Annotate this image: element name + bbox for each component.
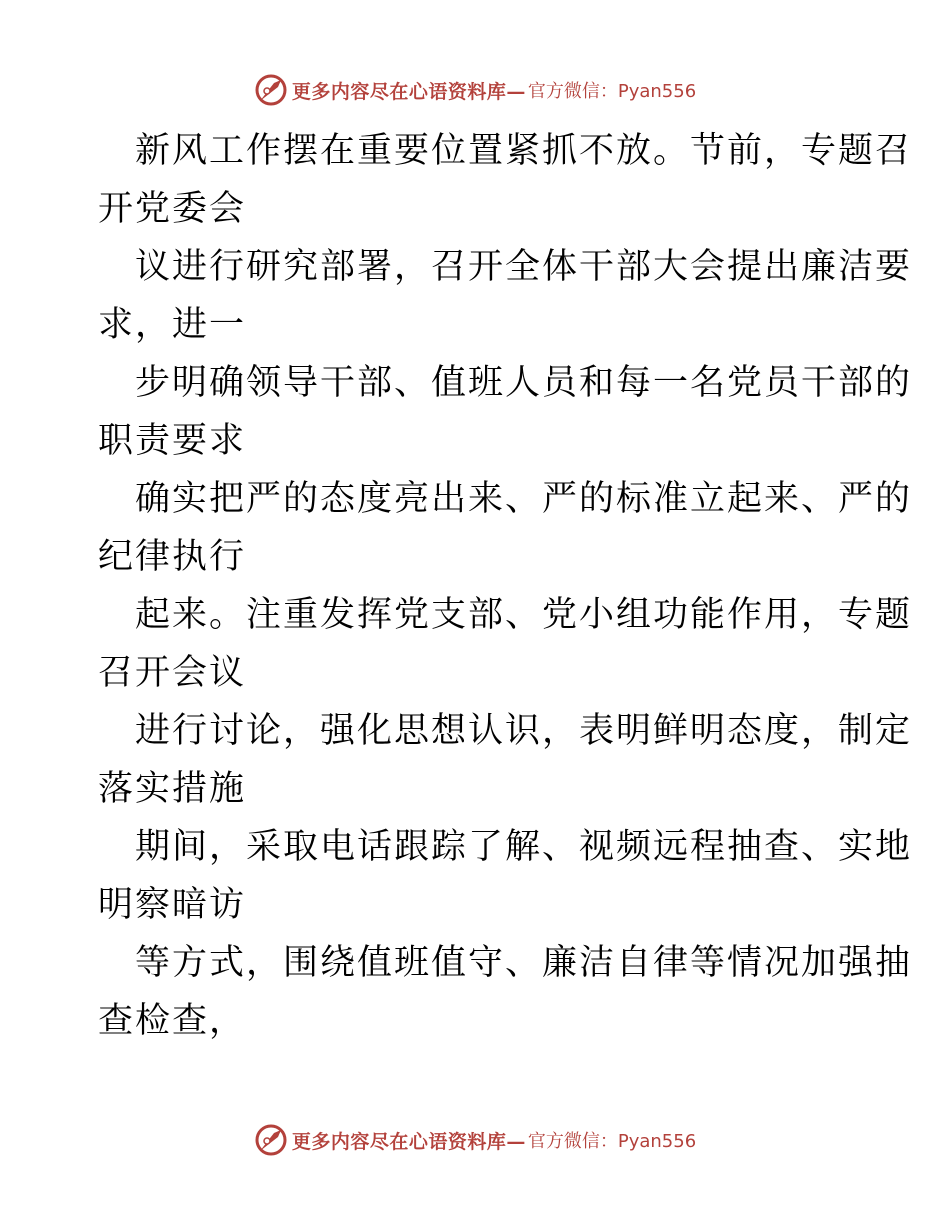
body-line: 等方式，围绕值班值守、廉洁自律等情况加强抽 xyxy=(135,943,913,983)
footer-banner xyxy=(0,1120,950,1160)
footer-banner-wechat: 官方微信：Pyan556 xyxy=(527,1131,697,1152)
body-line: 期间，采取电话跟踪了解、视频远程抽查、实地 xyxy=(135,827,913,867)
body-line: 起来。注重发挥党支部、党小组功能作用，专题 xyxy=(135,595,913,635)
body-line: 开党委会 xyxy=(98,189,247,229)
document-body xyxy=(98,122,913,1050)
body-line: 职责要求 xyxy=(98,421,247,461)
body-line: 进行讨论，强化思想认识，表明鲜明态度，制定 xyxy=(135,711,913,751)
footer-banner-text: 更多内容尽在心语资料库— xyxy=(291,1130,526,1153)
body-line: 议进行研究部署，召开全体干部大会提出廉洁要 xyxy=(135,247,913,287)
header-banner-text: 更多内容尽在心语资料库— xyxy=(291,80,526,103)
body-line: 召开会议 xyxy=(98,653,247,693)
body-line: 求，进一 xyxy=(98,305,247,345)
body-line: 新风工作摆在重要位置紧抓不放。节前，专题召 xyxy=(135,131,913,171)
body-line: 明察暗访 xyxy=(98,885,247,925)
body-line: 步明确领导干部、值班人员和每一名党员干部的 xyxy=(135,363,913,403)
header-banner xyxy=(0,70,950,110)
pen-nib-logo-icon xyxy=(254,1123,288,1157)
pen-nib-logo-icon xyxy=(254,73,288,107)
body-line: 查检查， xyxy=(98,1001,247,1041)
body-line: 确实把严的态度亮出来、严的标准立起来、严的 xyxy=(135,479,913,519)
body-line: 纪律执行 xyxy=(98,537,247,577)
body-line: 落实措施 xyxy=(98,769,247,809)
header-banner-wechat: 官方微信：Pyan556 xyxy=(527,81,697,102)
